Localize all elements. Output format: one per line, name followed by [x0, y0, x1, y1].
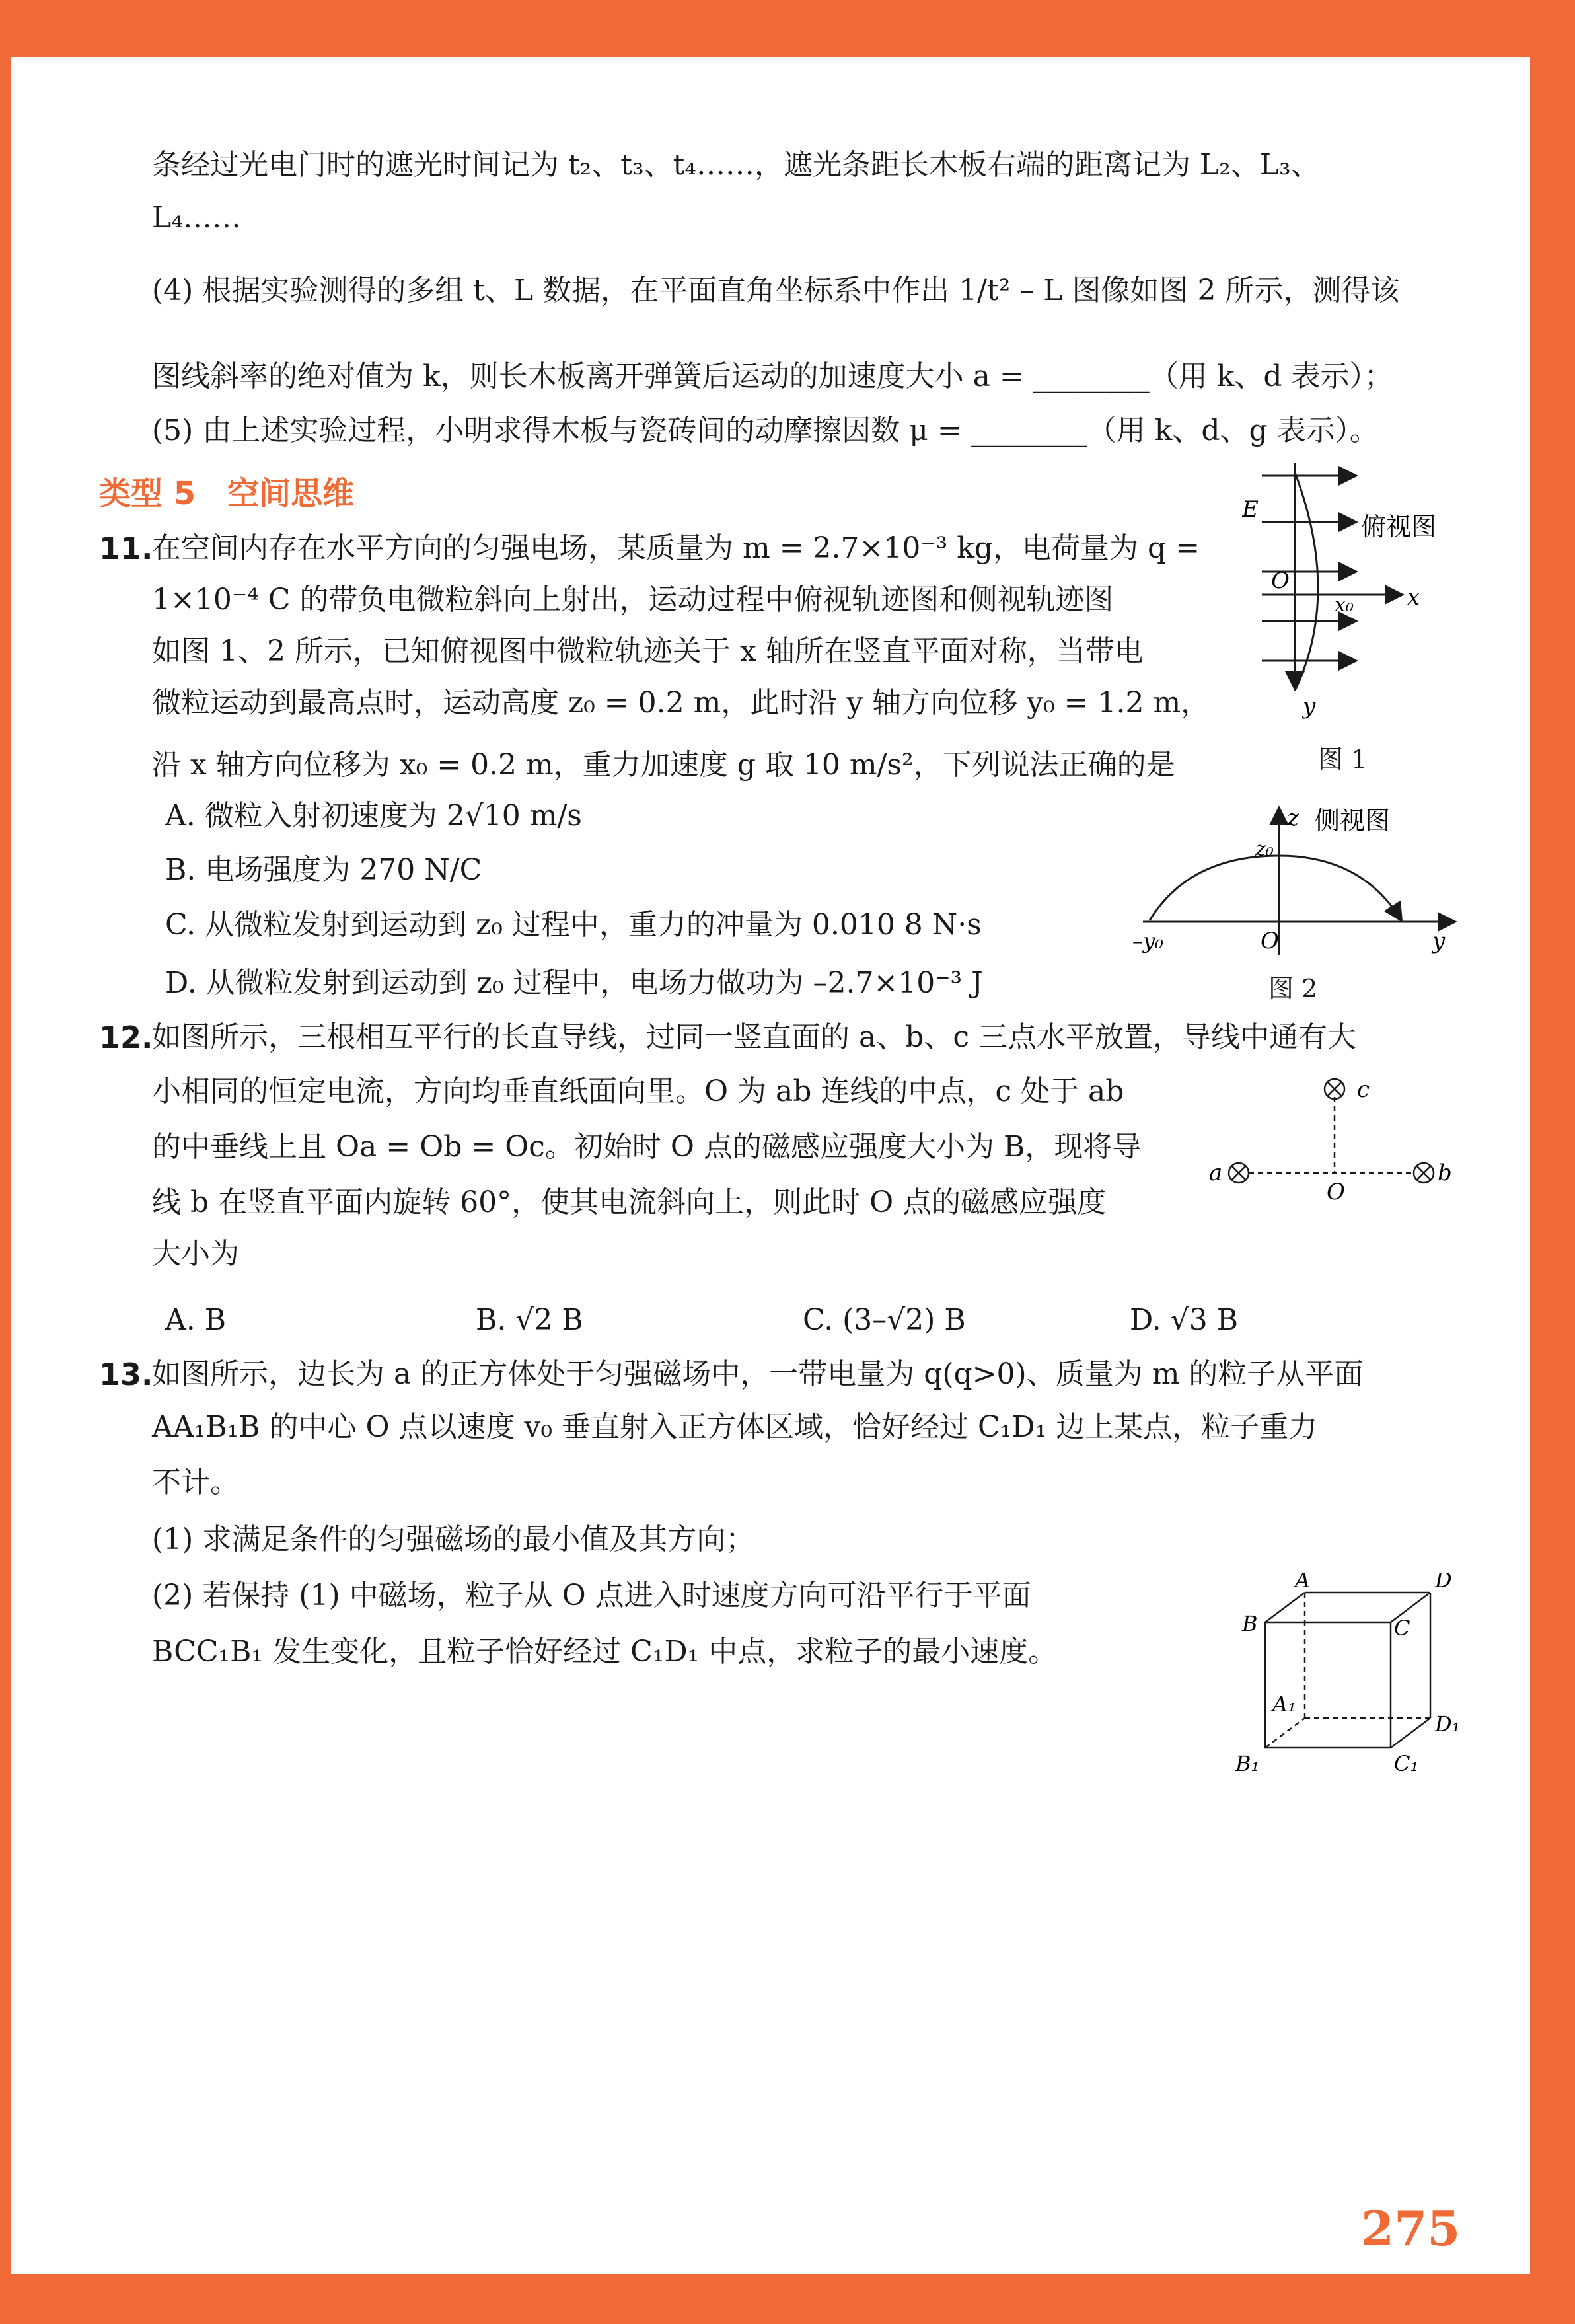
text-line: 小相同的恒定电流，方向均垂直纸面向里。O 为 ab 连线的中点，c 处于 ab [152, 1074, 1124, 1108]
label-D: D [1435, 1573, 1452, 1593]
label-C: C [1394, 1616, 1410, 1641]
text-line: 微粒运动到最高点时，运动高度 z₀ = 0.2 m，此时沿 y 轴方向位移 y₀ = 1.2 m， [152, 686, 1210, 720]
figure-three-wires [1209, 1064, 1460, 1209]
figure-1-top-view [1242, 463, 1440, 740]
option-c: C. 从微粒发射到运动到 z₀ 过程中，重力的冲量为 0.010 8 N·s [165, 908, 982, 942]
label-C1: C₁ [1394, 1751, 1419, 1776]
fig2-label-z: z [1287, 805, 1299, 831]
text-line: 1×10⁻⁴ C 的带负电微粒斜向上射出，运动过程中俯视轨迹图和侧视轨迹图 [152, 583, 1114, 617]
text-line: 的中垂线上且 Oa = Ob = Oc。初始时 O 点的磁感应强度大小为 B，现将导 [152, 1130, 1142, 1164]
fig2-label-z0: z₀ [1255, 838, 1274, 861]
fig1-label-y: y [1303, 693, 1316, 720]
label-b: b [1438, 1160, 1452, 1186]
text-line: (1) 求满足条件的匀强磁场的最小值及其方向； [152, 1522, 755, 1556]
label-c: c [1357, 1076, 1370, 1103]
text-line: 在空间内存在水平方向的匀强电场，某质量为 m = 2.7×10⁻³ kg，电荷量为 q = [152, 531, 1200, 565]
text-line: 线 b 在竖直平面内旋转 60°，使其电流斜向上，则此时 O 点的磁感应强度 [152, 1185, 1107, 1219]
text-line: 大小为 [152, 1237, 239, 1271]
option-d: D. 从微粒发射到运动到 z₀ 过程中，电场力做功为 –2.7×10⁻³ J [165, 966, 983, 1000]
option-a: A. 微粒入射初速度为 2√10 m/s [165, 799, 582, 833]
text-line: 图线斜率的绝对值为 k，则长木板离开弹簧后运动的加速度大小 a = ________（用 k、d 表示）； [152, 359, 1393, 393]
figure-2-side-view [1123, 803, 1467, 961]
question-number: 13. [99, 1357, 153, 1392]
question-number: 11. [99, 531, 153, 566]
option-b: B. √2 B [476, 1303, 583, 1337]
option-b: B. 电场强度为 270 N/C [165, 853, 482, 887]
option-a: A. B [165, 1303, 227, 1337]
text-line: (4) 根据实验测得的多组 t、L 数据，在平面直角坐标系中作出 1/t² – L 图像如图 2 所示，测得该 [152, 274, 1400, 307]
text-line: (5) 由上述实验过程，小明求得木板与瓷砖间的动摩擦因数 μ = ________（用 k、d、g 表示）。 [152, 414, 1379, 447]
fig1-title: 俯视图 [1361, 512, 1437, 541]
label-A: A [1295, 1573, 1311, 1593]
label-B: B [1242, 1611, 1258, 1636]
fig2-label-O: O [1261, 928, 1279, 954]
text-line: L₄…… [152, 201, 241, 235]
fig2-label-neg-y0: –y₀ [1132, 928, 1163, 954]
option-d: D. √3 B [1130, 1303, 1239, 1337]
question-number: 12. [99, 1020, 153, 1055]
fig1-label-O: O [1271, 568, 1290, 594]
fig2-label-y: y [1432, 928, 1446, 954]
label-D1: D₁ [1435, 1711, 1461, 1737]
fig1-label-x0: x₀ [1335, 593, 1354, 617]
label-a: a [1209, 1160, 1223, 1186]
section-title: 类型 5 空间思维 [99, 475, 355, 512]
text-line: 如图 1、2 所示，已知俯视图中微粒轨迹关于 x 轴所在竖直平面对称，当带电 [152, 634, 1144, 668]
figure-1-caption: 图 1 [1318, 745, 1368, 774]
text-line: 沿 x 轴方向位移为 x₀ = 0.2 m，重力加速度 g 取 10 m/s²，下列说法正确的是 [152, 748, 1175, 782]
text-line: (2) 若保持 (1) 中磁场，粒子从 O 点进入时速度方向可沿平行于平面 [152, 1579, 1031, 1612]
label-B1: B₁ [1235, 1751, 1260, 1776]
page-number: 275 [1361, 2200, 1461, 2257]
text-line: 条经过光电门时的遮光时间记为 t₂、t₃、t₄……，遮光条距长木板右端的距离记为 L₂、L₃、 [152, 148, 1320, 182]
option-c: C. (3–√2) B [803, 1303, 966, 1337]
text-line: AA₁B₁B 的中心 O 点以速度 v₀ 垂直射入正方体区域，恰好经过 C₁D₁ 边上某点，粒子重力 [152, 1410, 1318, 1444]
text-line: 如图所示，边长为 a 的正方体处于匀强磁场中，一带电量为 q(q>0)、质量为 m 的粒子从平面 [152, 1357, 1364, 1391]
label-A1: A₁ [1272, 1692, 1296, 1717]
text-line: BCC₁B₁ 发生变化，且粒子恰好经过 C₁D₁ 中点，求粒子的最小速度。 [152, 1635, 1058, 1668]
text-line: 不计。 [152, 1466, 239, 1499]
text-line: 如图所示，三根相互平行的长直导线，过同一竖直面的 a、b、c 三点水平放置，导线中通有大 [152, 1020, 1357, 1054]
figure-2-caption: 图 2 [1268, 974, 1318, 1003]
label-O: O [1327, 1179, 1345, 1205]
fig1-label-x: x [1407, 584, 1420, 611]
fig1-label-E: E [1242, 496, 1259, 523]
figure-cube [1229, 1573, 1467, 1791]
fig2-title: 侧视图 [1315, 806, 1391, 835]
